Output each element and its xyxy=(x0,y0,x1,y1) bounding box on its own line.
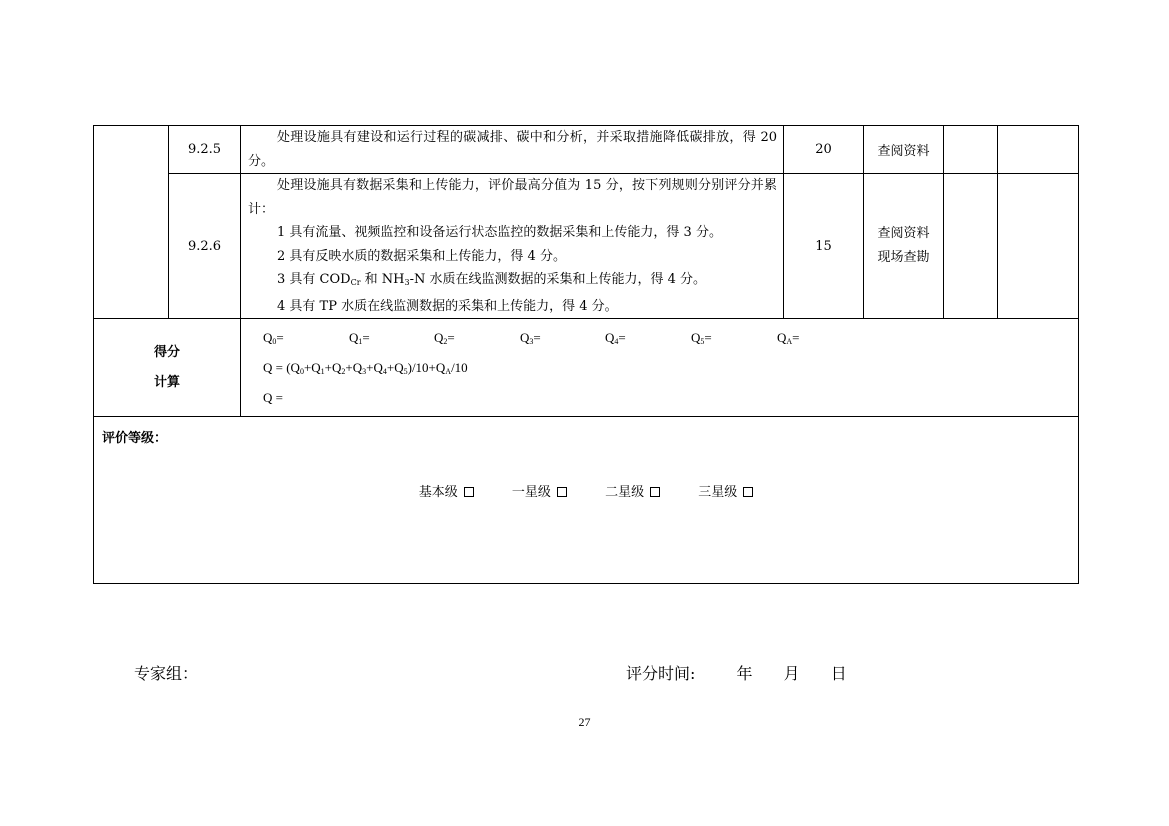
evaluation-table xyxy=(93,125,1079,584)
score-row xyxy=(94,319,1079,417)
checkbox-icon[interactable] xyxy=(464,487,474,497)
q-value: $Q_1=$ xyxy=(349,329,370,346)
rule-line: 4 具有 TP 水质在线监测数据的采集和上传能力，得 4 分。 xyxy=(277,298,618,314)
grade-option-two-star[interactable]: 二星级 xyxy=(605,481,660,500)
q-value: $Q_2=$ xyxy=(434,329,455,346)
item-points: 20 xyxy=(784,126,864,174)
q-value: $Q_3=$ xyxy=(520,329,541,346)
table-row xyxy=(94,174,1079,319)
rule-line xyxy=(248,268,777,295)
rule-text: -N 水质在线监测数据的采集和上传能力，得 4 分。 xyxy=(409,272,707,287)
description-text: 处理设施具有数据采集和上传能力，评价最高分值为 15 分，按下列规则分别评分并累计： xyxy=(248,178,777,217)
checkbox-icon[interactable] xyxy=(743,487,753,497)
method-line: 查阅资料 xyxy=(877,226,930,241)
method-line: 查阅资料 xyxy=(877,144,930,159)
item-method xyxy=(864,126,944,174)
expert-group-label: 专家组： xyxy=(134,664,199,683)
q-value: $Q_4=$ xyxy=(605,329,626,346)
score-calc-label xyxy=(94,319,241,417)
grade-cell xyxy=(94,417,1079,584)
blank-score-cell xyxy=(944,126,998,174)
q-values-row xyxy=(263,323,1078,353)
category-cell xyxy=(94,126,169,319)
item-code: 9.2.6 xyxy=(169,174,241,319)
grade-options xyxy=(94,481,1078,500)
subscript: 3 xyxy=(404,278,410,287)
item-description xyxy=(241,174,784,319)
checkbox-icon[interactable] xyxy=(650,487,660,497)
grade-option-one-star[interactable]: 一星级 xyxy=(512,481,567,500)
method-line: 现场查勘 xyxy=(877,250,930,265)
grade-label: 评价等级： xyxy=(102,431,168,446)
score-time-label: 评分时间: xyxy=(626,664,696,683)
rule-line: 2 具有反映水质的数据采集和上传能力，得 4 分。 xyxy=(277,248,566,264)
grade-option-basic[interactable]: 基本级 xyxy=(419,481,474,500)
description-text: 处理设施具有建设和运行过程的碳减排、碳中和分析，并采取措施降低碳排放，得 20 分。 xyxy=(248,130,777,169)
label-line: 得分 xyxy=(153,344,180,360)
blank-note-cell xyxy=(998,126,1079,174)
table-row xyxy=(94,126,1079,174)
item-code: 9.2.5 xyxy=(169,126,241,174)
rule-line: 1 具有流量、视频监控和设备运行状态监控的数据采集和上传能力，得 3 分。 xyxy=(277,225,722,240)
item-description xyxy=(241,126,784,174)
month-label: 月 xyxy=(783,664,800,683)
grade-option-three-star[interactable]: 三星级 xyxy=(698,481,753,500)
total-score-line: Q = xyxy=(263,389,283,405)
rule-text: 和 NH xyxy=(360,272,405,287)
rule-text: 3 具有 COD xyxy=(277,272,351,287)
q-value: $Q_A=$ xyxy=(777,329,800,346)
page-number: 27 xyxy=(578,715,591,729)
item-points: 15 xyxy=(784,174,864,319)
q-value: $Q_0=$ xyxy=(263,329,284,346)
item-method xyxy=(864,174,944,319)
blank-score-cell xyxy=(944,174,998,319)
q-value: $Q_5=$ xyxy=(691,329,712,346)
subscript: Cr xyxy=(350,278,361,287)
formula-line: $Q = (Q_0+Q_1+Q_2+Q_3+Q_4+Q_5)/10+Q_A/10$ xyxy=(263,359,468,376)
score-time xyxy=(626,661,847,684)
checkbox-icon[interactable] xyxy=(557,487,567,497)
year-label: 年 xyxy=(736,664,753,683)
grade-row xyxy=(94,417,1079,584)
blank-note-cell xyxy=(998,174,1079,319)
label-line: 计算 xyxy=(153,374,180,390)
day-label: 日 xyxy=(830,664,847,683)
score-formula xyxy=(241,319,1079,417)
